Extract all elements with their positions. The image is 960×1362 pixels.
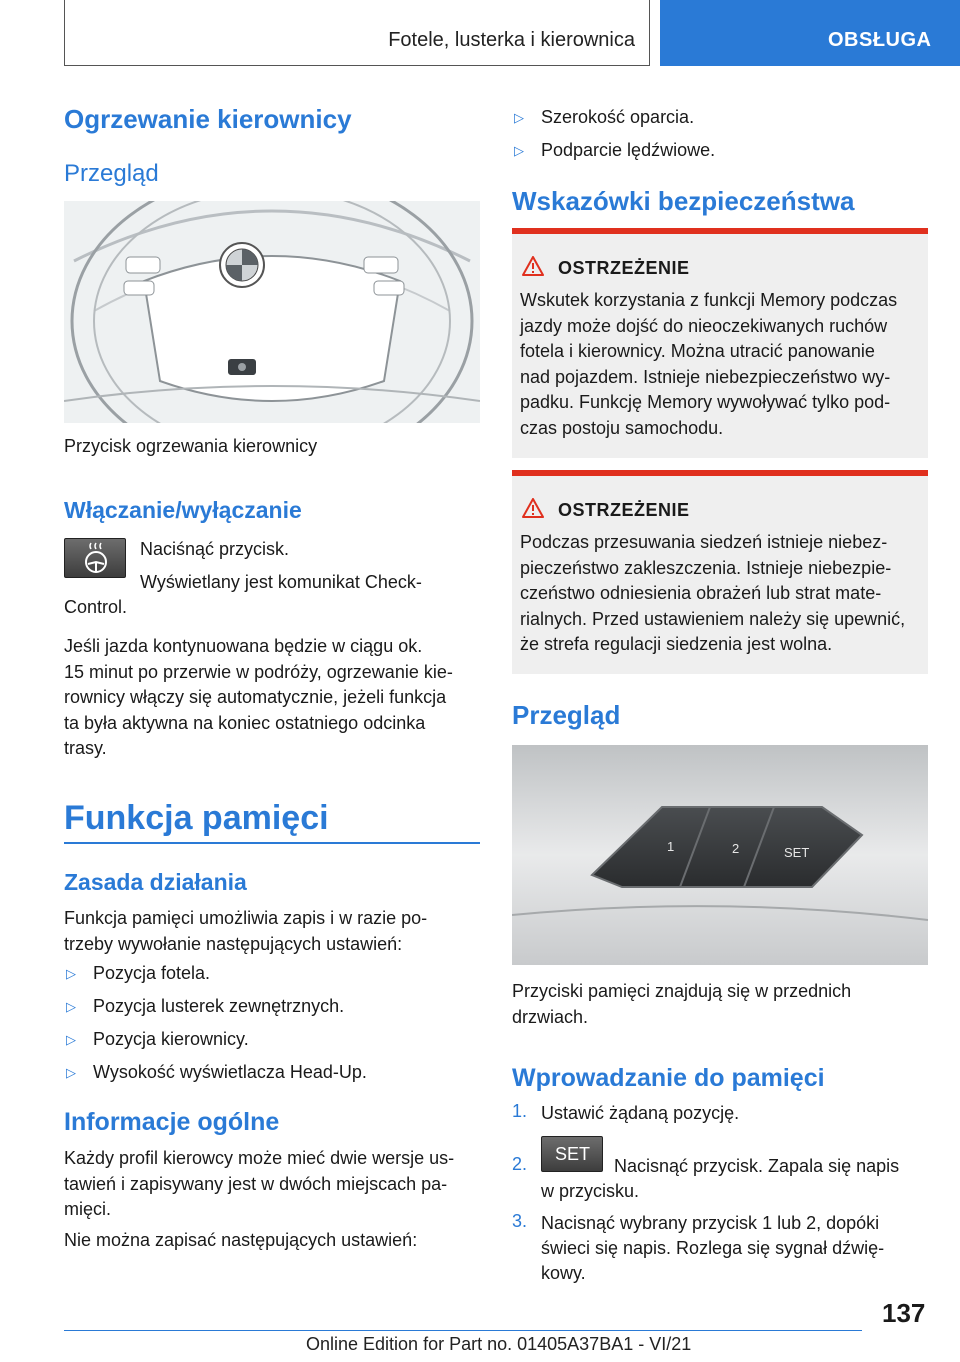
footer-edition: Online Edition for Part no. 01405A37BA1 - VI/21	[306, 1334, 692, 1354]
text-line: tawień i zapisywany jest w dwóch miejscach pa-	[64, 1173, 448, 1194]
steering-wheel-illustration	[64, 201, 480, 423]
heading-principle: Zasada działania	[64, 869, 247, 895]
set-icon-label: SET	[555, 1144, 591, 1164]
step-text: Ustawić żądaną pozycję.	[541, 1103, 740, 1123]
heading-steering-heating: Ogrzewanie kierownicy	[64, 104, 352, 134]
text-line: Jeśli jazda kontynuowana będzie w ciągu ok.	[64, 636, 423, 656]
header-bar	[64, 0, 650, 66]
bullet-triangle-icon: ▷	[66, 999, 76, 1014]
warning-title: OSTRZEŻENIE	[558, 258, 690, 278]
text-line: pieczeństwo zakleszczenia. Istnieje niebezpie-	[520, 557, 892, 578]
steering-heating-button-icon	[64, 538, 126, 578]
list-item: Pozycja lusterek zewnętrznych.	[93, 996, 345, 1016]
image-caption	[512, 979, 851, 1030]
text-line: czas postoju samochodu.	[520, 417, 724, 438]
paragraph-auto-on	[64, 634, 453, 762]
chapter-title: Fotele, lusterka i kierownica	[388, 29, 635, 51]
warning-text	[520, 530, 905, 658]
text-line: trasy.	[64, 738, 107, 758]
text-line: trzeby wywołanie następujących ustawień:	[64, 933, 403, 954]
warning-triangle-icon	[522, 256, 544, 276]
heading-overview: Przegląd	[64, 160, 159, 187]
bullet-triangle-icon: ▷	[514, 110, 524, 125]
warning-triangle-icon	[522, 498, 544, 518]
step-text: Nacisnąć przycisk. Zapala się napis	[614, 1156, 900, 1176]
step-number: 2.	[512, 1154, 528, 1174]
list-item: Podparcie lędźwiowe.	[541, 140, 716, 160]
heading-store-memory: Wprowadzanie do pamięci	[512, 1064, 825, 1092]
instruction-message-b: Control.	[64, 597, 128, 617]
warning-box-1	[512, 228, 928, 458]
text-line: padku. Funkcję Memory wywoływać tylko pod-	[520, 392, 891, 412]
text-line: mięci.	[64, 1199, 112, 1219]
memory-set-button-label: SET	[784, 845, 810, 860]
text-line: Wskutek korzystania z funkcji Memory podczas	[520, 290, 898, 310]
paragraph-general	[64, 1146, 454, 1223]
page-number: 137	[882, 1298, 926, 1328]
list-item: Pozycja fotela.	[93, 963, 211, 983]
section-tab-label: OBSŁUGA	[828, 29, 932, 51]
heading-general-info: Informacje ogólne	[64, 1108, 280, 1136]
heading-safety: Wskazówki bezpieczeństwa	[512, 186, 855, 216]
warning-text	[520, 288, 897, 441]
memory-button-2-label: 2	[732, 841, 740, 856]
footer-rule	[64, 1330, 862, 1331]
text-line: Funkcja pamięci umożliwia zapis i w razie po-	[64, 908, 428, 928]
list-item: Pozycja kierownicy.	[93, 1029, 249, 1049]
heading-memory-function: Funkcja pamięci	[64, 799, 329, 837]
bullet-triangle-icon: ▷	[66, 1032, 76, 1047]
text-line: że strefa regulacji siedzenia jest wolna.	[520, 634, 833, 654]
bullet-triangle-icon: ▷	[514, 143, 524, 158]
memory-button-1-label: 1	[667, 839, 675, 854]
step-text: Nacisnąć wybrany przycisk 1 lub 2, dopóki	[541, 1213, 880, 1233]
section-tab[interactable]	[660, 0, 960, 66]
text-line: fotela i kierownicy. Można utracić panowanie	[520, 341, 875, 361]
bullet-triangle-icon: ▷	[66, 1065, 76, 1080]
image-caption: Przycisk ogrzewania kierownicy	[64, 436, 318, 456]
text-line: ta była aktywna na koniec ostatniego odcinka	[64, 712, 426, 733]
step-number: 3.	[512, 1211, 528, 1231]
set-button-icon	[541, 1136, 603, 1172]
text-line: Każdy profil kierowcy może mieć dwie wersje us-	[64, 1148, 455, 1168]
step-text: kowy.	[541, 1263, 586, 1283]
steering-wheel-image	[64, 201, 480, 423]
text-line: rialnych. Przed ustawieniem należy się upewnić,	[520, 608, 906, 629]
heading-on-off: Włączanie/wyłączanie	[64, 497, 302, 523]
instruction-message-a: Wyświetlany jest komunikat Check-	[140, 572, 422, 592]
steering-heating-icon	[65, 539, 127, 579]
text-line: drzwiach.	[512, 1006, 589, 1027]
step-text: w przycisku.	[541, 1181, 640, 1201]
text-line: czeństwo odniesienia obrażeń lub strat mate-	[520, 583, 882, 603]
step-text: świeci się napis. Rozlega się sygnał dźwię-	[541, 1238, 885, 1258]
text-line: 15 minut po przerwie w podróży, ogrzewanie kie-	[64, 661, 453, 682]
step-number: 1.	[512, 1101, 528, 1121]
instruction-press: Naciśnąć przycisk.	[140, 539, 290, 559]
paragraph-not-saved: Nie można zapisać następujących ustawień:	[64, 1230, 418, 1250]
memory-buttons-image	[512, 745, 928, 965]
paragraph-principle	[64, 906, 427, 957]
text-line: rownicy włączy się automatycznie, jeżeli funkcja	[64, 687, 447, 707]
memory-buttons-illustration	[512, 745, 928, 965]
text-line: Podczas przesuwania siedzeń istnieje niebez-	[520, 532, 888, 552]
heading-underline	[64, 842, 480, 844]
bullet-triangle-icon: ▷	[66, 966, 76, 981]
warning-title: OSTRZEŻENIE	[558, 500, 690, 520]
list-item: Szerokość oparcia.	[541, 107, 695, 127]
text-line: nad pojazdem. Istnieje niebezpieczeństwo wy-	[520, 366, 891, 387]
heading-overview-memory: Przegląd	[512, 700, 621, 730]
warning-box-2	[512, 470, 928, 674]
text-line: Przyciski pamięci znajdują się w przednich	[512, 981, 852, 1001]
text-line: jazdy może dojść do nieoczekiwanych ruchów	[520, 315, 888, 336]
list-item: Wysokość wyświetlacza Head-Up.	[93, 1062, 367, 1082]
